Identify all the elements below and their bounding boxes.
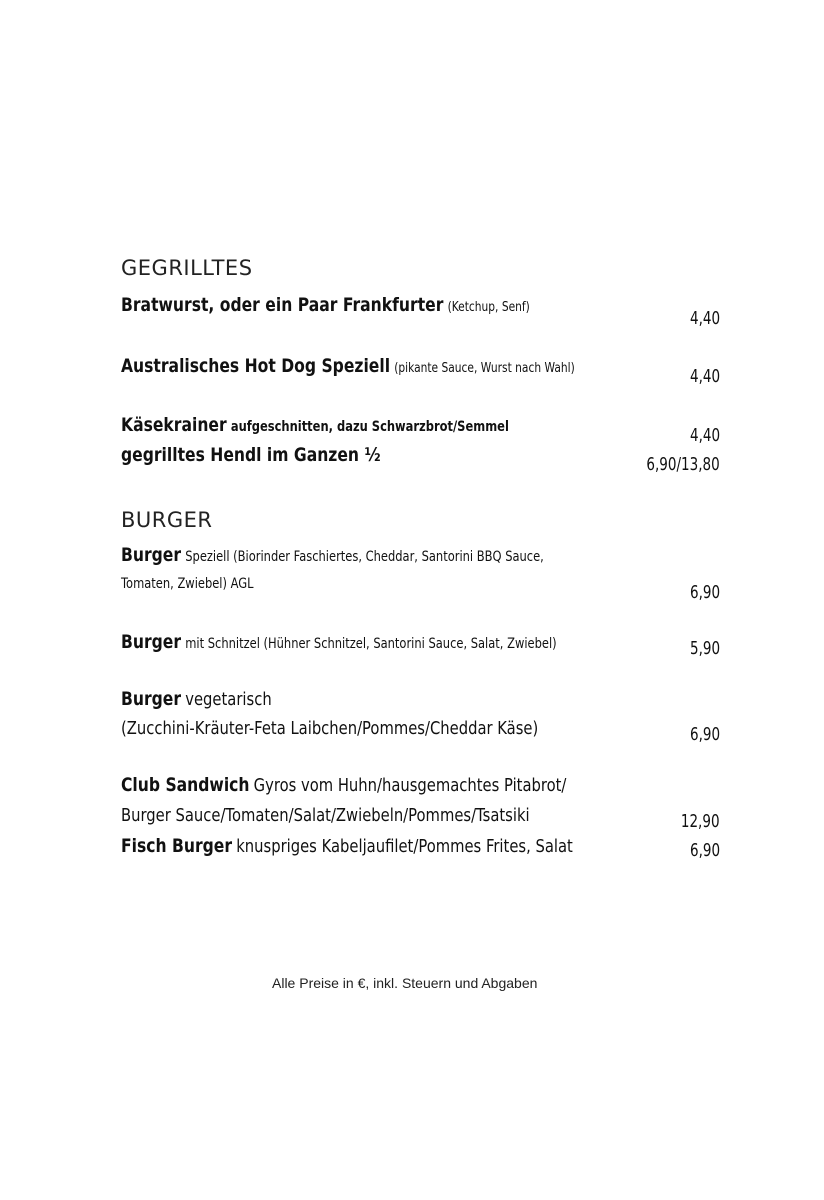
menu-item-bratwurst: [121, 294, 530, 316]
menu-item-desc: (pikante Sauce, Wurst nach Wahl): [394, 361, 575, 376]
menu-item-name: Bratwurst, oder ein Paar Frankfurter: [121, 294, 444, 316]
menu-item-desc-continued: Burger Sauce/Tomaten/Salat/Zwiebeln/Pommes/Tsatsiki: [121, 805, 530, 826]
menu-item-name: Burger: [121, 631, 182, 653]
menu-item-hendl: [121, 444, 381, 466]
menu-item-name: Burger: [121, 688, 182, 710]
menu-item-kaesekrainer: [121, 414, 509, 436]
menu-item-burger-speziell: [121, 544, 544, 566]
menu-item-price: 6,90: [689, 582, 720, 603]
menu-item-desc: knuspriges Kabeljaufilet/Pommes Frites, Salat: [236, 836, 573, 857]
menu-item-desc: mit Schnitzel (Hühner Schnitzel, Santorini Sauce, Salat, Zwiebel): [185, 636, 557, 652]
menu-item-price: 4,40: [689, 308, 720, 329]
menu-item-desc: vegetarisch: [185, 689, 272, 710]
menu-item-price: 6,90: [689, 724, 720, 745]
menu-item-club-sandwich: [121, 774, 566, 796]
menu-item-desc: Gyros vom Huhn/hausgemachtes Pitabrot/: [253, 775, 567, 796]
menu-item-burger-vegetarisch: [121, 688, 272, 710]
footer-note: Alle Preise in €, inkl. Steuern und Abgaben: [272, 975, 538, 991]
menu-item-name: Club Sandwich: [121, 774, 250, 796]
menu-item-price: 4,40: [689, 366, 720, 387]
menu-item-name: Burger: [121, 544, 182, 566]
menu-item-name: Australisches Hot Dog Speziell: [121, 355, 391, 377]
menu-item-name: gegrilltes Hendl im Ganzen ½: [121, 444, 381, 466]
menu-item-name: Fisch Burger: [121, 835, 233, 857]
menu-item-price: 5,90: [689, 638, 720, 659]
menu-item-price: 12,90: [681, 811, 720, 832]
menu-item-desc-continued: (Zucchini-Kräuter-Feta Laibchen/Pommes/Cheddar Käse): [121, 718, 539, 739]
menu-item-desc-continued: Tomaten, Zwiebel) AGL: [121, 576, 254, 592]
menu-item-desc: Speziell (Biorinder Faschiertes, Cheddar, Santorini BBQ Sauce,: [185, 549, 544, 565]
menu-item-price: 4,40: [689, 425, 720, 446]
menu-item-hotdog: [121, 355, 575, 377]
menu-item-desc: (Ketchup, Senf): [447, 300, 530, 315]
menu-item-price: 6,90/13,80: [646, 454, 720, 475]
menu-item-price: 6,90: [689, 840, 720, 861]
section-title-burger: BURGER: [121, 508, 213, 532]
menu-item-desc: aufgeschnitten, dazu Schwarzbrot/Semmel: [230, 419, 509, 435]
menu-item-burger-schnitzel: [121, 631, 557, 653]
section-title-gegrilltes: GEGRILLTES: [121, 256, 253, 280]
menu-item-fisch-burger: [121, 835, 573, 857]
menu-item-name: Käsekrainer: [121, 414, 227, 436]
